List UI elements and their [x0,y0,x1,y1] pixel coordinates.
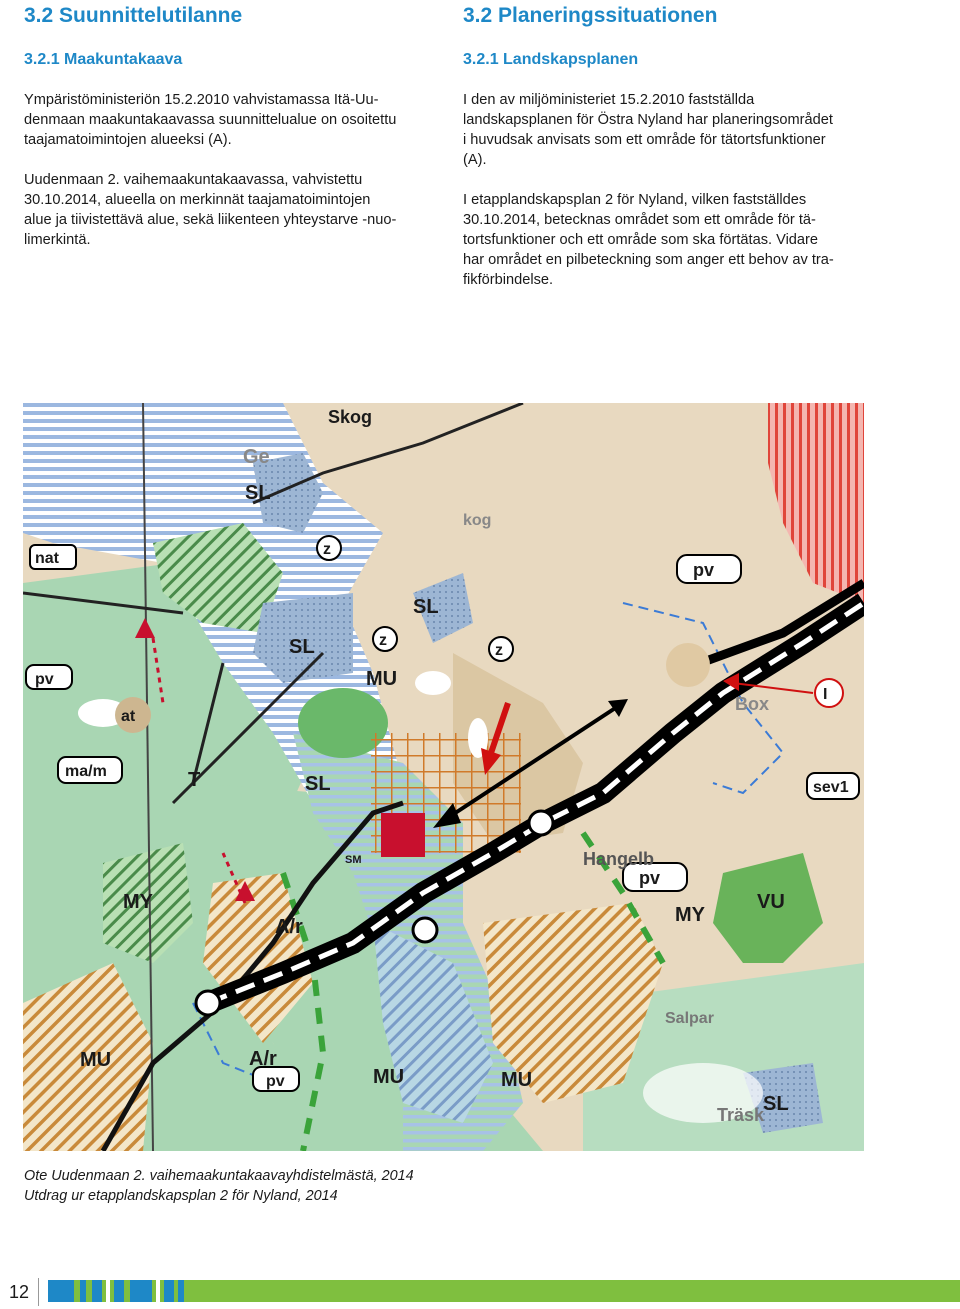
paragraph-fi-1 [24,90,396,150]
map-label-skog: Skog [328,407,373,427]
footer-block [92,1280,102,1302]
text-line: fikförbindelse. [463,272,554,288]
text-line: 30.10.2014, betecknas området som ett område för tä- [463,212,816,228]
text-line: denmaan maakuntakaavassa suunnittelualue on osoitettu [24,112,397,128]
map-label-ge: Ge [243,446,270,468]
map-label-sl2: SL [413,596,439,618]
map-label-mu2: MU [80,1049,112,1071]
map-label-ar1: A/r [275,916,303,938]
text-line: 30.10.2014, alueella on merkinnät taajamatoimintojen [24,192,371,208]
map-label-i: I [823,686,828,703]
map-label-z3: z [495,642,503,659]
text-line: taajamatoimintojen alueeksi (A). [24,132,232,148]
map-label-salpar: Salpar [665,1010,714,1027]
text-line: tortsfunktioner och ett område som ska förtätas. Vidare [463,232,819,248]
map-svg [23,403,864,1151]
regional-plan-map [23,403,864,1151]
text-line: I etapplandskapsplan 2 för Nyland, vilken fastställdes [463,192,807,208]
footer-bar [48,1280,960,1302]
footer-block [80,1280,86,1302]
text-line: Uudenmaan 2. vaihemaakuntakaavassa, vahvistettu [24,172,363,188]
map-label-sl1: SL [245,482,271,504]
map-label-z2: z [379,632,387,649]
junction-1 [196,991,220,1015]
map-label-t: T [188,769,201,791]
map-label-pv4: pv [266,1073,285,1090]
text-line: i huvudsak anvisats som ett område för tätortsfunktioner [463,132,826,148]
footer-block [130,1280,152,1302]
junction-3 [529,811,553,835]
map-label-kog: kog [463,512,492,529]
map-label-pv3: pv [639,868,661,888]
text-line: alue ja tiivistettävä alue, sekä liikenteen yhteystarve -nuo- [24,212,397,228]
map-label-mu1: MU [366,668,398,690]
footer-block [164,1280,174,1302]
lake-2 [415,671,451,695]
map-label-nat: nat [35,550,59,567]
paragraph-sv-2 [463,190,834,290]
map-caption-fi: Ote Uudenmaan 2. vaihemaakuntakaavayhdistelmästä, 2014 [24,1168,414,1184]
target-site-square [381,813,425,857]
label-circle-i [815,679,843,707]
map-label-sm: SM [345,854,362,866]
footer-block [106,1280,110,1302]
map-label-box: Box [735,694,770,714]
map-label-trask: Träsk [717,1105,765,1125]
map-caption-sv: Utdrag ur etapplandskapsplan 2 för Nyland, 2014 [24,1188,338,1204]
map-label-ar2: A/r [249,1048,277,1070]
text-line: Ympäristöministeriön 15.2.2010 vahvistamassa Itä-Uu- [24,92,379,108]
page-number: 12 [0,1278,39,1306]
map-label-z1: z [323,541,331,558]
junction-4 [666,643,710,687]
map-label-my2: MY [675,904,705,926]
paragraph-sv-1 [463,90,833,170]
map-label-sl3: SL [289,636,315,658]
footer-block [178,1280,184,1302]
map-label-mam: ma/m [65,763,107,780]
section-heading-fi: 3.2 Suunnittelutilanne [24,4,243,27]
text-line: landskapsplanen för Östra Nyland har planeringsområdet [463,112,833,128]
map-label-my1: MY [123,891,153,913]
map-label-sl4: SL [305,773,331,795]
footer-block [48,1280,74,1302]
text-line: (A). [463,152,487,168]
subsection-heading-fi: 3.2.1 Maakuntakaava [24,51,183,68]
map-label-sev1: sev1 [813,779,849,796]
map-label-at: at [121,708,136,725]
map-label-pv2: pv [693,560,715,580]
map-label-vu: VU [757,891,785,913]
footer-block [156,1280,160,1302]
map-label-sl5: SL [763,1093,789,1115]
junction-2 [413,918,437,942]
section-heading-sv: 3.2 Planeringssituationen [463,4,718,27]
text-line: har området en pilbeteckning som anger ett behov av tra- [463,252,834,268]
paragraph-fi-2 [24,170,396,250]
subsection-heading-sv: 3.2.1 Landskapsplanen [463,51,639,68]
map-label-mu4: MU [501,1069,533,1091]
map-label-pv1: pv [35,671,54,688]
text-line: limerkintä. [24,232,91,248]
footer-block [114,1280,124,1302]
map-label-hangelb: Hangelb [583,849,655,869]
text-line: I den av miljöministeriet 15.2.2010 fastställda [463,92,755,108]
map-label-mu3: MU [373,1066,405,1088]
